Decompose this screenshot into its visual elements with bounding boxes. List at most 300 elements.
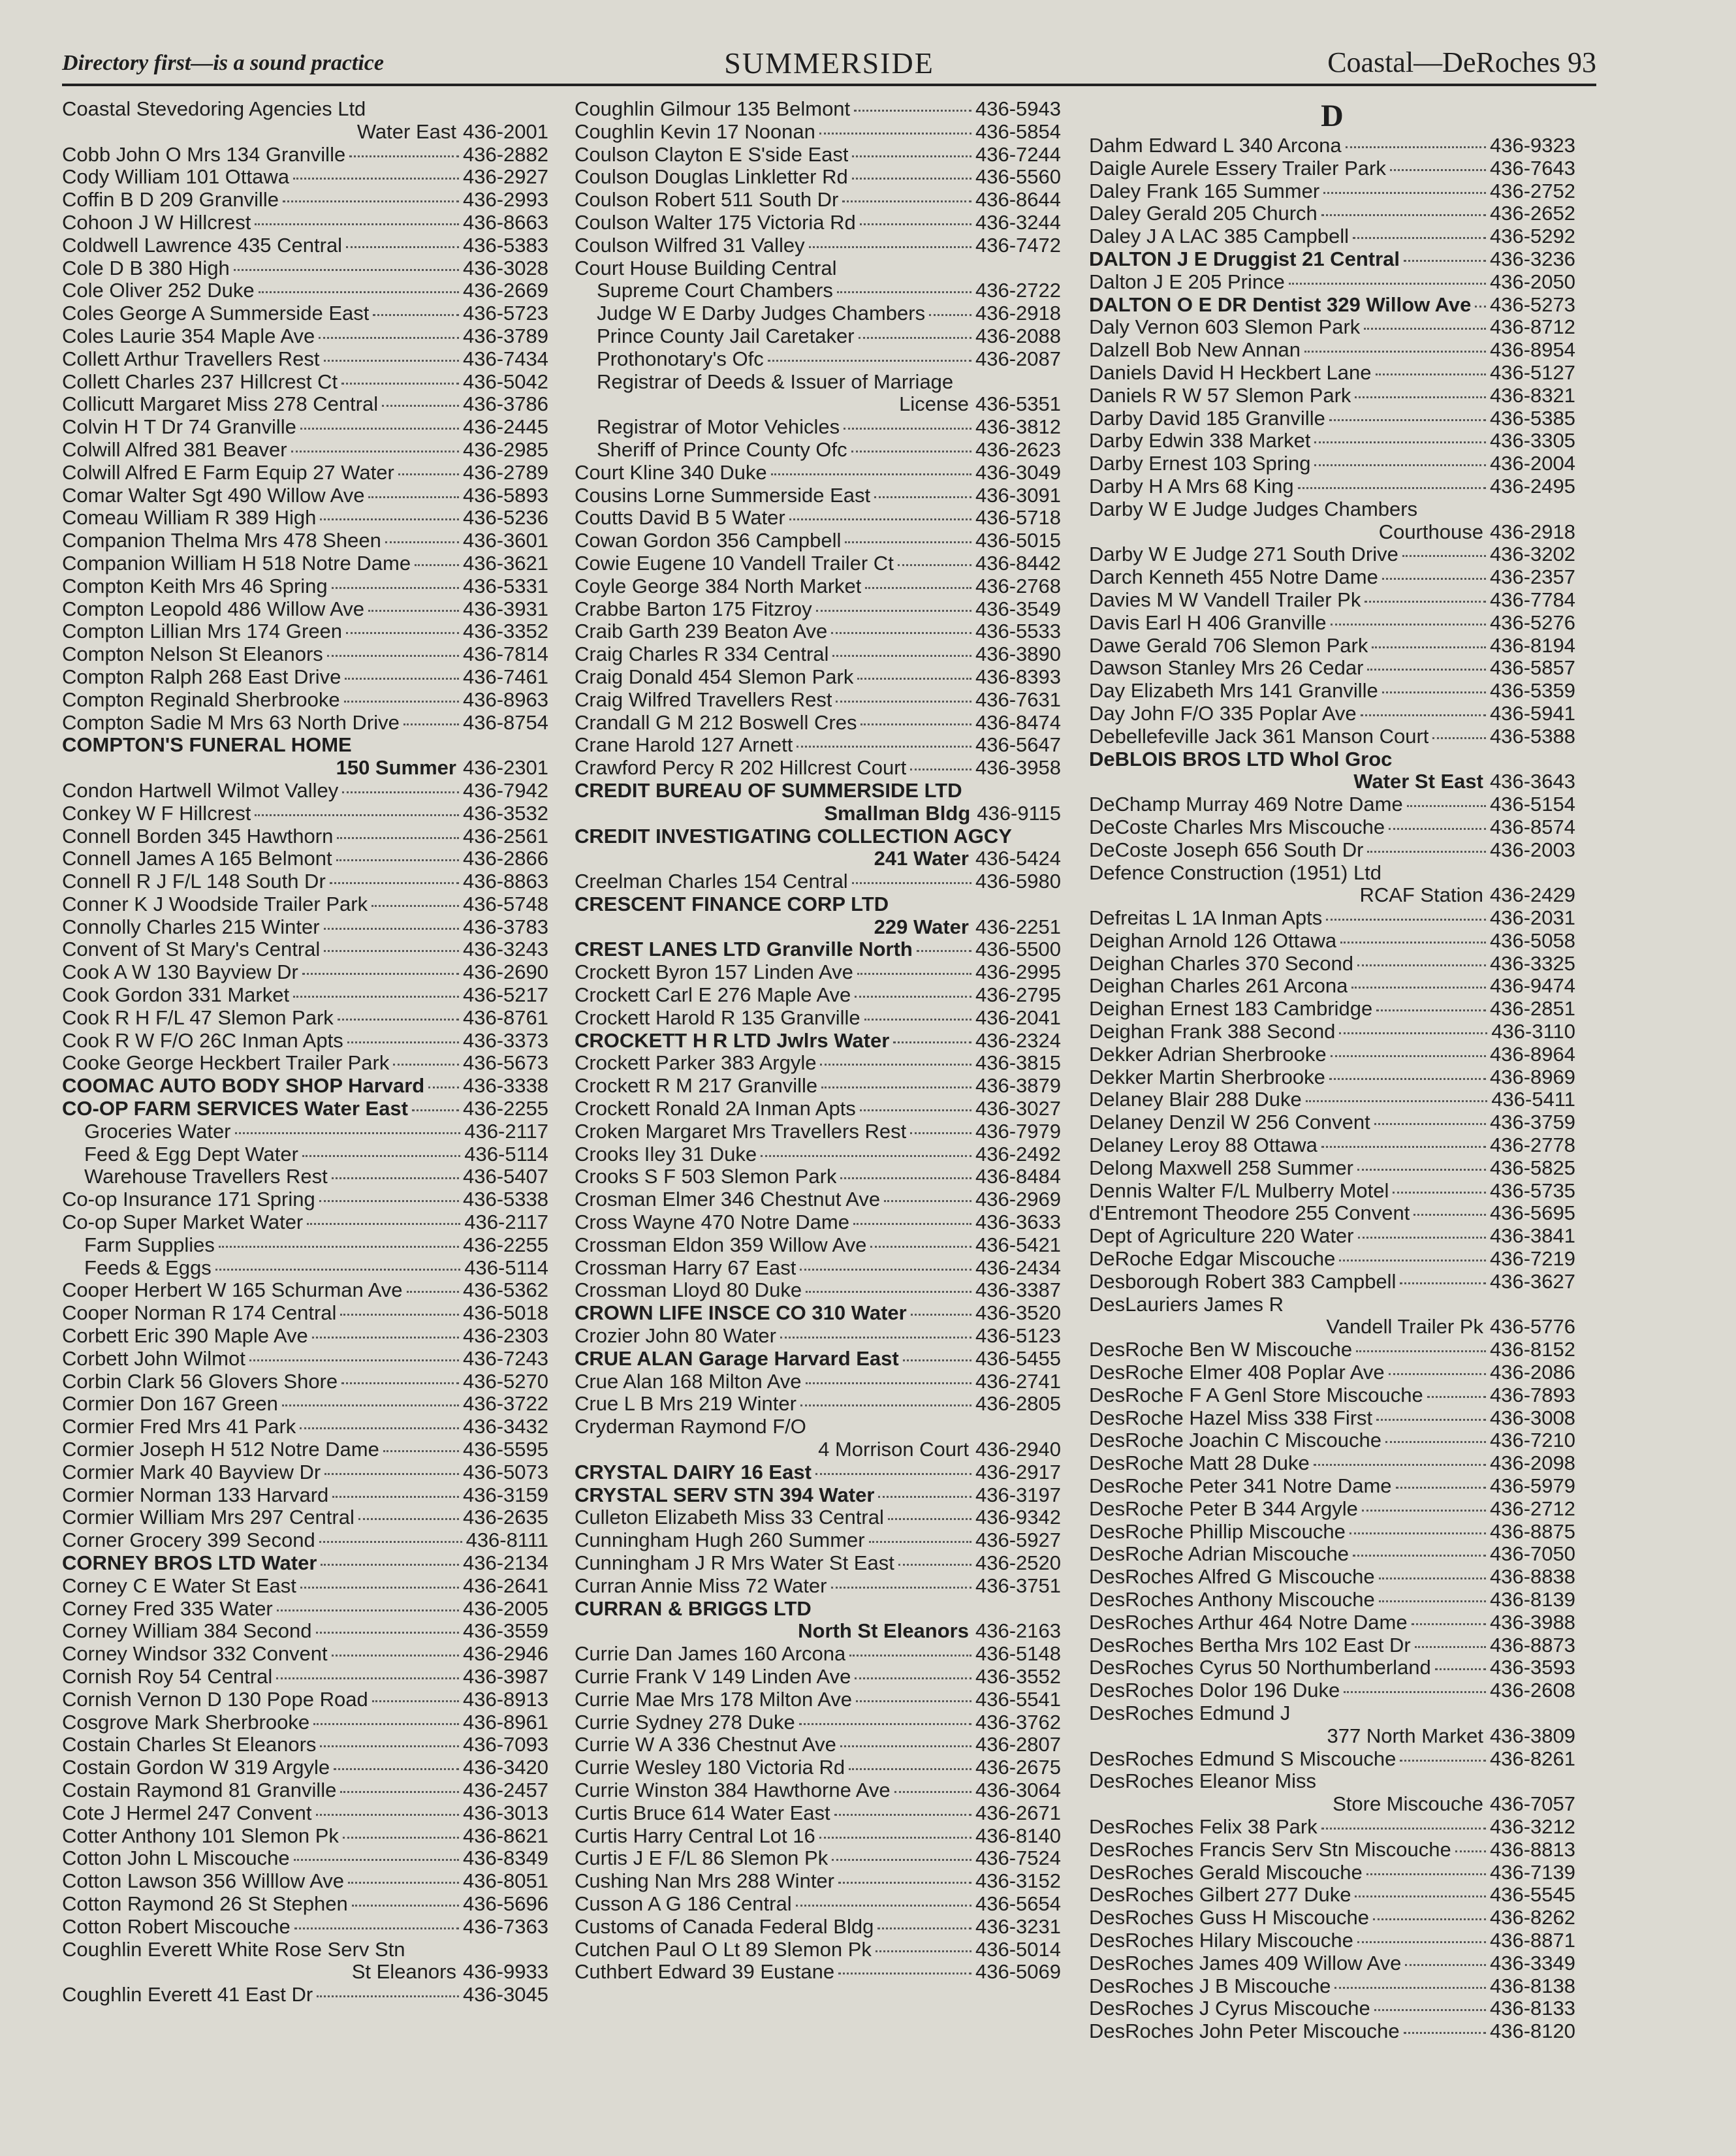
listing-entry <box>1089 703 1575 725</box>
listing-name: Corbett Eric 390 Maple Ave <box>62 1325 308 1348</box>
listing-phone: 436-7210 <box>1489 1429 1575 1452</box>
listing-name: Connolly Charles 215 Winter <box>62 915 320 938</box>
listing-name: Costain Raymond 81 Granville <box>62 1779 337 1801</box>
listing-phone: 436-2357 <box>1489 565 1575 589</box>
listing-entry <box>62 279 548 302</box>
listing-name: Cowie Eugene 10 Vandell Trailer Ct <box>575 552 894 575</box>
listing-phone: 436-5718 <box>975 506 1061 530</box>
listing-name: Crooks S F 503 Slemon Park <box>575 1165 837 1188</box>
dot-leader <box>1367 851 1486 853</box>
listing-entry <box>575 1939 1061 1961</box>
listing-entry <box>1089 1679 1575 1702</box>
listing-name: DesRoche Phillip Miscouche <box>1089 1520 1346 1543</box>
dot-leader <box>1376 1009 1486 1011</box>
listing-entry <box>575 643 1061 666</box>
dot-leader <box>1402 555 1486 557</box>
listing-name: Cook A W 130 Bayview Dr <box>62 961 298 984</box>
listing-entry <box>575 257 1061 280</box>
listing-entry <box>575 712 1061 735</box>
dot-leader <box>302 1155 460 1157</box>
listing-phone: 436-2001 <box>462 119 548 143</box>
listing-phone: 436-8474 <box>975 710 1061 734</box>
listing-entry <box>62 1711 548 1734</box>
listing-name: Coutts David B 5 Water <box>575 507 785 530</box>
dot-leader <box>313 1723 459 1725</box>
dot-leader <box>832 1859 971 1861</box>
listing-name: Feed & Egg Dept Water <box>84 1143 298 1165</box>
dot-leader <box>864 1019 971 1021</box>
listing-name: DesRoche F A Genl Store Miscouche <box>1089 1384 1423 1406</box>
listing-entry <box>575 1598 1061 1643</box>
dot-leader <box>235 1132 461 1134</box>
listing-name: DesRoches Arthur 464 Notre Dame <box>1089 1611 1408 1634</box>
listing-entry <box>62 325 548 348</box>
listing-name: Darby David 185 Granville <box>1089 407 1325 430</box>
dot-leader <box>307 1223 460 1225</box>
listing-phone: 436-3783 <box>462 915 548 938</box>
header-town: SUMMERSIDE <box>724 46 934 80</box>
listing-phone: 436-7219 <box>1489 1247 1575 1271</box>
listing-entry <box>1089 135 1575 157</box>
listing-name: Cousins Lorne Summerside East <box>575 484 871 507</box>
listing-phone: 436-8139 <box>1489 1588 1575 1611</box>
listing-phone: 436-2778 <box>1489 1133 1575 1157</box>
listing-entry <box>575 870 1061 893</box>
listing-name: Delong Maxwell 258 Summer <box>1089 1156 1353 1179</box>
listing-name: CORNEY BROS LTD Water <box>62 1552 317 1574</box>
listing-name: Deighan Charles 261 Arcona <box>1089 975 1348 998</box>
listing-phone: 436-2520 <box>975 1551 1061 1574</box>
listing-entry <box>1089 1407 1575 1430</box>
listing-entry <box>62 734 548 780</box>
listing-phone: 436-2805 <box>975 1392 1061 1416</box>
listing-entry <box>575 98 1061 121</box>
listing-name: Connell R J F/L 148 South Dr <box>62 870 326 893</box>
listing-entry <box>62 1847 548 1870</box>
listing-entry <box>1089 1429 1575 1452</box>
listing-address: Smallman Bldg <box>824 802 971 825</box>
dot-leader <box>1413 1214 1486 1216</box>
listing-entry <box>62 212 548 234</box>
listing-name: DesRoches Dolor 196 Duke <box>1089 1679 1340 1702</box>
listing-phone: 436-3045 <box>462 1983 548 2006</box>
listing-name: DesRoches Gilbert 277 Duke <box>1089 1884 1351 1907</box>
listing-entry <box>1089 1929 1575 1952</box>
listing-phone: 436-3236 <box>1489 247 1575 270</box>
listing-entry <box>62 1893 548 1916</box>
dot-leader <box>768 360 971 362</box>
listing-entry <box>575 234 1061 257</box>
listing-name: Coulson Douglas Linkletter Rd <box>575 166 848 189</box>
listing-phone: 436-5331 <box>462 574 548 597</box>
dot-leader <box>1356 1350 1486 1352</box>
listing-entry <box>1089 1611 1575 1634</box>
listing-entry <box>1089 339 1575 362</box>
listing-entry <box>62 1870 548 1893</box>
listing-phone: 436-8111 <box>466 1529 548 1552</box>
listing-name: Crooks Iley 31 Duke <box>575 1143 757 1165</box>
listing-phone: 436-8863 <box>462 870 548 893</box>
listing-name: DesRoches John Peter Miscouche <box>1089 2020 1400 2043</box>
listing-phone: 436-5351 <box>975 392 1061 416</box>
dot-leader <box>819 1837 971 1839</box>
listing-entry <box>1089 1339 1575 1361</box>
dot-leader <box>1379 1600 1486 1602</box>
listing-entry <box>1089 1770 1575 1816</box>
column-2 <box>575 98 1061 1984</box>
listing-name: DesRoches Cyrus 50 Northumberland <box>1089 1657 1431 1679</box>
listing-entry <box>1089 1225 1575 1248</box>
listing-name: Cook Gordon 331 Market <box>62 984 290 1007</box>
listing-name: Cornish Vernon D 130 Pope Road <box>62 1688 368 1711</box>
listing-phone: 436-3633 <box>975 1211 1061 1234</box>
listing-name: Compton Sadie M Mrs 63 North Drive <box>62 711 400 734</box>
listing-entry <box>1089 862 1575 908</box>
listing-phone: 436-3552 <box>975 1664 1061 1688</box>
listing-phone: 436-7057 <box>1489 1792 1575 1816</box>
listing-name: Court Kline 340 Duke <box>575 461 767 484</box>
listing-entry <box>1089 1816 1575 1839</box>
listing-entry <box>62 507 548 530</box>
listing-phone: 436-3013 <box>462 1801 548 1824</box>
listing-entry <box>1089 1907 1575 1929</box>
listing-name: Registrar of Motor Vehicles <box>597 416 840 439</box>
listing-name: Cooper Herbert W 165 Schurman Ave <box>62 1279 403 1302</box>
listing-entry <box>62 1302 548 1325</box>
dot-leader <box>343 1837 459 1839</box>
listing-entry <box>575 552 1061 575</box>
dot-leader <box>324 1473 459 1475</box>
dot-leader <box>371 905 459 907</box>
listing-phone: 436-2722 <box>975 279 1061 302</box>
listing-name: DesRoches Guss H Miscouche <box>1089 1907 1369 1929</box>
dot-leader <box>876 1950 971 1952</box>
listing-entry <box>62 1643 548 1666</box>
listing-phone: 436-5854 <box>975 119 1061 143</box>
dot-leader <box>312 1337 459 1339</box>
listing-entry <box>1089 1111 1575 1134</box>
dot-leader <box>1346 146 1486 148</box>
listing-phone: 436-3532 <box>462 801 548 825</box>
dot-leader <box>1385 1441 1486 1443</box>
listing-name: DesRoche Matt 28 Duke <box>1089 1452 1310 1475</box>
listing-phone: 436-5362 <box>462 1278 548 1302</box>
listing-phone: 436-3931 <box>462 597 548 620</box>
dot-leader <box>1321 1828 1486 1830</box>
listing-phone: 436-9474 <box>1489 974 1575 998</box>
dot-leader <box>1323 192 1486 194</box>
dot-leader <box>300 428 459 430</box>
dot-leader <box>799 1723 971 1725</box>
dot-leader <box>407 1291 459 1293</box>
listing-entry <box>575 1030 1061 1053</box>
listing-entry <box>62 1416 548 1438</box>
dot-leader <box>368 496 459 498</box>
dot-leader <box>259 291 459 293</box>
dot-leader <box>815 1473 971 1475</box>
listing-name: CROCKETT H R LTD Jwlrs Water <box>575 1029 890 1052</box>
listing-name: Conner K J Woodside Trailer Park <box>62 893 368 915</box>
listing-entry <box>1089 816 1575 839</box>
listing-name: CREDIT BUREAU OF SUMMERSIDE LTD <box>575 779 962 802</box>
listing-phone: 436-7784 <box>1489 588 1575 611</box>
listing-name: Desborough Robert 383 Campbell <box>1089 1270 1397 1293</box>
listing-name: Dekker Adrian Sherbrooke <box>1089 1043 1327 1066</box>
listing-phone: 436-5943 <box>975 97 1061 120</box>
listing-entry <box>62 552 548 575</box>
listing-phone: 436-2669 <box>462 279 548 302</box>
dot-leader <box>283 200 459 202</box>
dot-leader <box>855 996 971 998</box>
listing-name: Cormier Joseph H 512 Notre Dame <box>62 1438 379 1461</box>
listing-phone: 436-5292 <box>1489 225 1575 248</box>
dot-leader <box>319 1541 462 1543</box>
listing-name: Sheriff of Prince County Ofc <box>597 438 847 461</box>
listing-name: Currie W A 336 Chestnut Ave <box>575 1734 836 1756</box>
listing-name: Coulson Walter 175 Victoria Rd <box>575 211 856 234</box>
listing-phone: 436-5927 <box>975 1529 1061 1552</box>
listing-name: Coulson Clayton E S'side East <box>575 143 849 166</box>
dot-leader <box>854 110 971 112</box>
listing-entry <box>62 98 548 144</box>
listing-entry <box>1089 452 1575 475</box>
listing-entry <box>62 462 548 484</box>
listing-entry <box>575 984 1061 1007</box>
listing-phone: 436-3244 <box>975 210 1061 234</box>
listing-entry <box>1089 1543 1575 1566</box>
listing-phone: 436-2608 <box>1489 1679 1575 1702</box>
listing-entry <box>575 1098 1061 1120</box>
dot-leader <box>851 451 971 452</box>
listing-phone: 436-5217 <box>462 983 548 1007</box>
listing-name: Deighan Charles 370 Second <box>1089 952 1353 975</box>
listing-phone: 436-3809 <box>1489 1724 1575 1747</box>
listing-phone: 436-2752 <box>1489 179 1575 202</box>
listing-phone: 436-8574 <box>1489 815 1575 838</box>
listing-phone: 436-5776 <box>1489 1315 1575 1339</box>
listing-entry <box>575 1211 1061 1234</box>
listing-entry <box>575 734 1061 757</box>
listing-phone: 436-8120 <box>1489 2020 1575 2043</box>
listing-phone: 436-2251 <box>975 915 1061 938</box>
listing-phone: 436-7942 <box>462 778 548 802</box>
listing-name: Coffin B D 209 Granville <box>62 189 279 212</box>
listing-entry <box>575 825 1061 871</box>
listing-phone: 436-2918 <box>1489 520 1575 543</box>
listing-phone: 436-2086 <box>1489 1361 1575 1384</box>
listing-name: Craib Garth 239 Beaton Ave <box>575 620 828 643</box>
listing-entry <box>62 1825 548 1848</box>
listing-phone: 436-8663 <box>462 210 548 234</box>
listing-name: Judge W E Darby Judges Chambers <box>597 302 926 325</box>
dot-leader <box>1366 1873 1486 1875</box>
dot-leader <box>809 246 971 248</box>
listing-entry <box>1089 953 1575 975</box>
dot-leader <box>849 1655 971 1657</box>
dot-leader <box>368 610 459 612</box>
listing-phone: 436-2005 <box>462 1596 548 1620</box>
listing-name: Collicutt Margaret Miss 278 Central <box>62 393 379 416</box>
listing-phone: 436-3751 <box>975 1574 1061 1597</box>
listing-address: Courthouse <box>1378 520 1483 543</box>
listing-phone: 436-5735 <box>1489 1179 1575 1202</box>
dot-leader <box>372 1700 459 1702</box>
dot-leader <box>865 587 971 589</box>
listing-entry <box>1089 1134 1575 1157</box>
listing-phone: 436-7524 <box>975 1847 1061 1870</box>
listing-phone: 436-2163 <box>975 1619 1061 1643</box>
listing-name: Crockett Byron 157 Linden Ave <box>575 961 853 984</box>
listing-name: COMPTON'S FUNERAL HOME <box>62 734 352 757</box>
listing-phone: 436-3091 <box>975 483 1061 507</box>
listing-phone: 436-3349 <box>1489 1951 1575 1974</box>
dot-leader <box>352 1905 459 1907</box>
listing-phone: 436-7814 <box>462 642 548 666</box>
listing-phone: 436-8954 <box>1489 338 1575 362</box>
listing-phone: 436-3212 <box>1489 1815 1575 1838</box>
listing-entry <box>62 1257 548 1280</box>
listing-phone: 436-2087 <box>975 347 1061 370</box>
listing-address: 229 Water <box>874 915 969 938</box>
listing-name: Coughlin Everett White Rose Serv Stn <box>62 1938 405 1961</box>
listing-name: DeCoste Charles Mrs Miscouche <box>1089 816 1385 838</box>
listing-entry <box>62 302 548 325</box>
listing-phone: 436-5825 <box>1489 1156 1575 1179</box>
dot-leader <box>1382 691 1486 693</box>
dot-leader <box>294 1859 459 1861</box>
listing-phone: 436-5042 <box>462 370 548 393</box>
listing-entry <box>575 938 1061 961</box>
listing-name: Colwill Alfred 381 Beaver <box>62 438 287 461</box>
listing-phone: 436-2918 <box>975 302 1061 325</box>
listing-phone: 436-3762 <box>975 1710 1061 1734</box>
dot-leader <box>255 223 459 225</box>
listing-phone: 436-8969 <box>1489 1065 1575 1088</box>
listing-name: Daniels R W 57 Slemon Park <box>1089 384 1351 407</box>
listing-entry <box>575 1802 1061 1825</box>
listing-name: DesRoches Eleanor Miss <box>1089 1770 1317 1793</box>
listing-phone: 436-5421 <box>975 1233 1061 1256</box>
dot-leader <box>816 610 971 612</box>
listing-phone: 436-5455 <box>975 1346 1061 1370</box>
listing-name: DesRoches J B Miscouche <box>1089 1974 1331 1997</box>
listing-phone: 436-7979 <box>975 1119 1061 1143</box>
listing-name: DesRoches Alfred G Miscouche <box>1089 1566 1375 1589</box>
listing-phone: 436-2445 <box>462 415 548 439</box>
dot-leader <box>842 200 971 202</box>
listing-name: Warehouse Travellers Rest <box>84 1165 328 1188</box>
dot-leader <box>373 314 459 316</box>
listing-phone: 436-8262 <box>1489 1906 1575 1929</box>
dot-leader <box>321 1564 459 1566</box>
listing-name: Comar Walter Sgt 490 Willow Ave <box>62 484 365 507</box>
dot-leader <box>219 1246 459 1248</box>
listing-name: DesRoches Francis Serv Stn Miscouche <box>1089 1838 1451 1861</box>
listing-phone: 436-2675 <box>975 1756 1061 1779</box>
listing-name: Corbett John Wilmot <box>62 1347 245 1370</box>
listing-phone: 436-2882 <box>462 142 548 166</box>
listing-address: St Eleanors <box>351 1961 456 1984</box>
listing-name: CREDIT INVESTIGATING COLLECTION AGCY <box>575 825 1012 848</box>
listing-entry <box>1089 907 1575 930</box>
listing-entry <box>62 1120 548 1143</box>
listing-entry <box>62 1939 548 1984</box>
listing-phone: 436-3520 <box>975 1301 1061 1325</box>
listing-name: Craig Wilfred Travellers Rest <box>575 688 832 711</box>
listing-phone: 436-5073 <box>462 1460 548 1483</box>
listing-phone: 436-5595 <box>462 1438 548 1461</box>
listing-name: Currie Frank V 149 Linden Ave <box>575 1665 851 1688</box>
dot-leader <box>341 1382 459 1384</box>
dot-leader <box>1435 1668 1486 1670</box>
dot-leader <box>1475 306 1486 308</box>
listing-phone: 436-9323 <box>1489 134 1575 157</box>
listing-phone: 436-3789 <box>462 324 548 347</box>
dot-leader <box>300 1587 459 1589</box>
listing-name: Cobb John O Mrs 134 Granville <box>62 143 346 166</box>
listing-phone: 436-5893 <box>462 483 548 507</box>
dot-leader <box>1321 214 1486 216</box>
dot-leader <box>277 1609 459 1611</box>
listing-phone: 436-2641 <box>462 1574 548 1597</box>
listing-phone: 436-5154 <box>1489 793 1575 816</box>
listing-address: North St Eleanors <box>798 1620 969 1643</box>
listing-name: Groceries Water <box>84 1120 231 1143</box>
listing-name: Coles George A Summerside East <box>62 302 370 325</box>
dot-leader <box>1357 1169 1486 1171</box>
listing-phone: 436-3621 <box>462 551 548 575</box>
dot-leader <box>836 701 971 703</box>
listing-name: DesRoche Ben W Miscouche <box>1089 1339 1353 1361</box>
dot-leader <box>1362 1510 1486 1512</box>
listing-entry <box>1089 612 1575 635</box>
dot-leader <box>1379 1577 1486 1579</box>
listing-entry <box>575 484 1061 507</box>
listing-entry <box>62 643 548 666</box>
listing-phone: 436-3988 <box>1489 1610 1575 1634</box>
dot-leader <box>832 655 971 657</box>
listing-name: Cryderman Raymond F/O <box>575 1416 806 1438</box>
dot-leader <box>340 1314 459 1316</box>
listing-phone: 436-5500 <box>975 938 1061 961</box>
dot-leader <box>1353 237 1486 239</box>
listing-phone: 436-2561 <box>462 824 548 848</box>
listing-name: CRESCENT FINANCE CORP LTD <box>575 893 889 915</box>
listing-entry <box>575 1234 1061 1257</box>
listing-entry <box>575 279 1061 302</box>
listing-name: Crossman Harry 67 East <box>575 1256 797 1279</box>
listing-name: Companion Thelma Mrs 478 Sheen <box>62 530 381 552</box>
listing-phone: 436-5541 <box>975 1687 1061 1711</box>
listing-entry <box>1089 1566 1575 1589</box>
listing-entry <box>575 348 1061 371</box>
listing-entry <box>62 961 548 984</box>
dot-leader <box>319 1200 459 1202</box>
dot-leader <box>1304 351 1486 353</box>
listing-entry <box>1089 271 1575 294</box>
listing-entry <box>62 234 548 257</box>
dot-leader <box>316 1632 459 1634</box>
dot-leader <box>1339 1032 1487 1034</box>
listing-phone: 436-5123 <box>975 1324 1061 1348</box>
listing-address: 4 Morrison Court <box>818 1438 969 1461</box>
dot-leader <box>282 1404 459 1406</box>
listing-name: Delaney Leroy 88 Ottawa <box>1089 1134 1318 1157</box>
listing-name: DesRoche Peter B 344 Argyle <box>1089 1497 1358 1520</box>
listing-entry <box>62 189 548 212</box>
dot-leader <box>276 1677 459 1679</box>
dot-leader <box>1298 487 1486 489</box>
